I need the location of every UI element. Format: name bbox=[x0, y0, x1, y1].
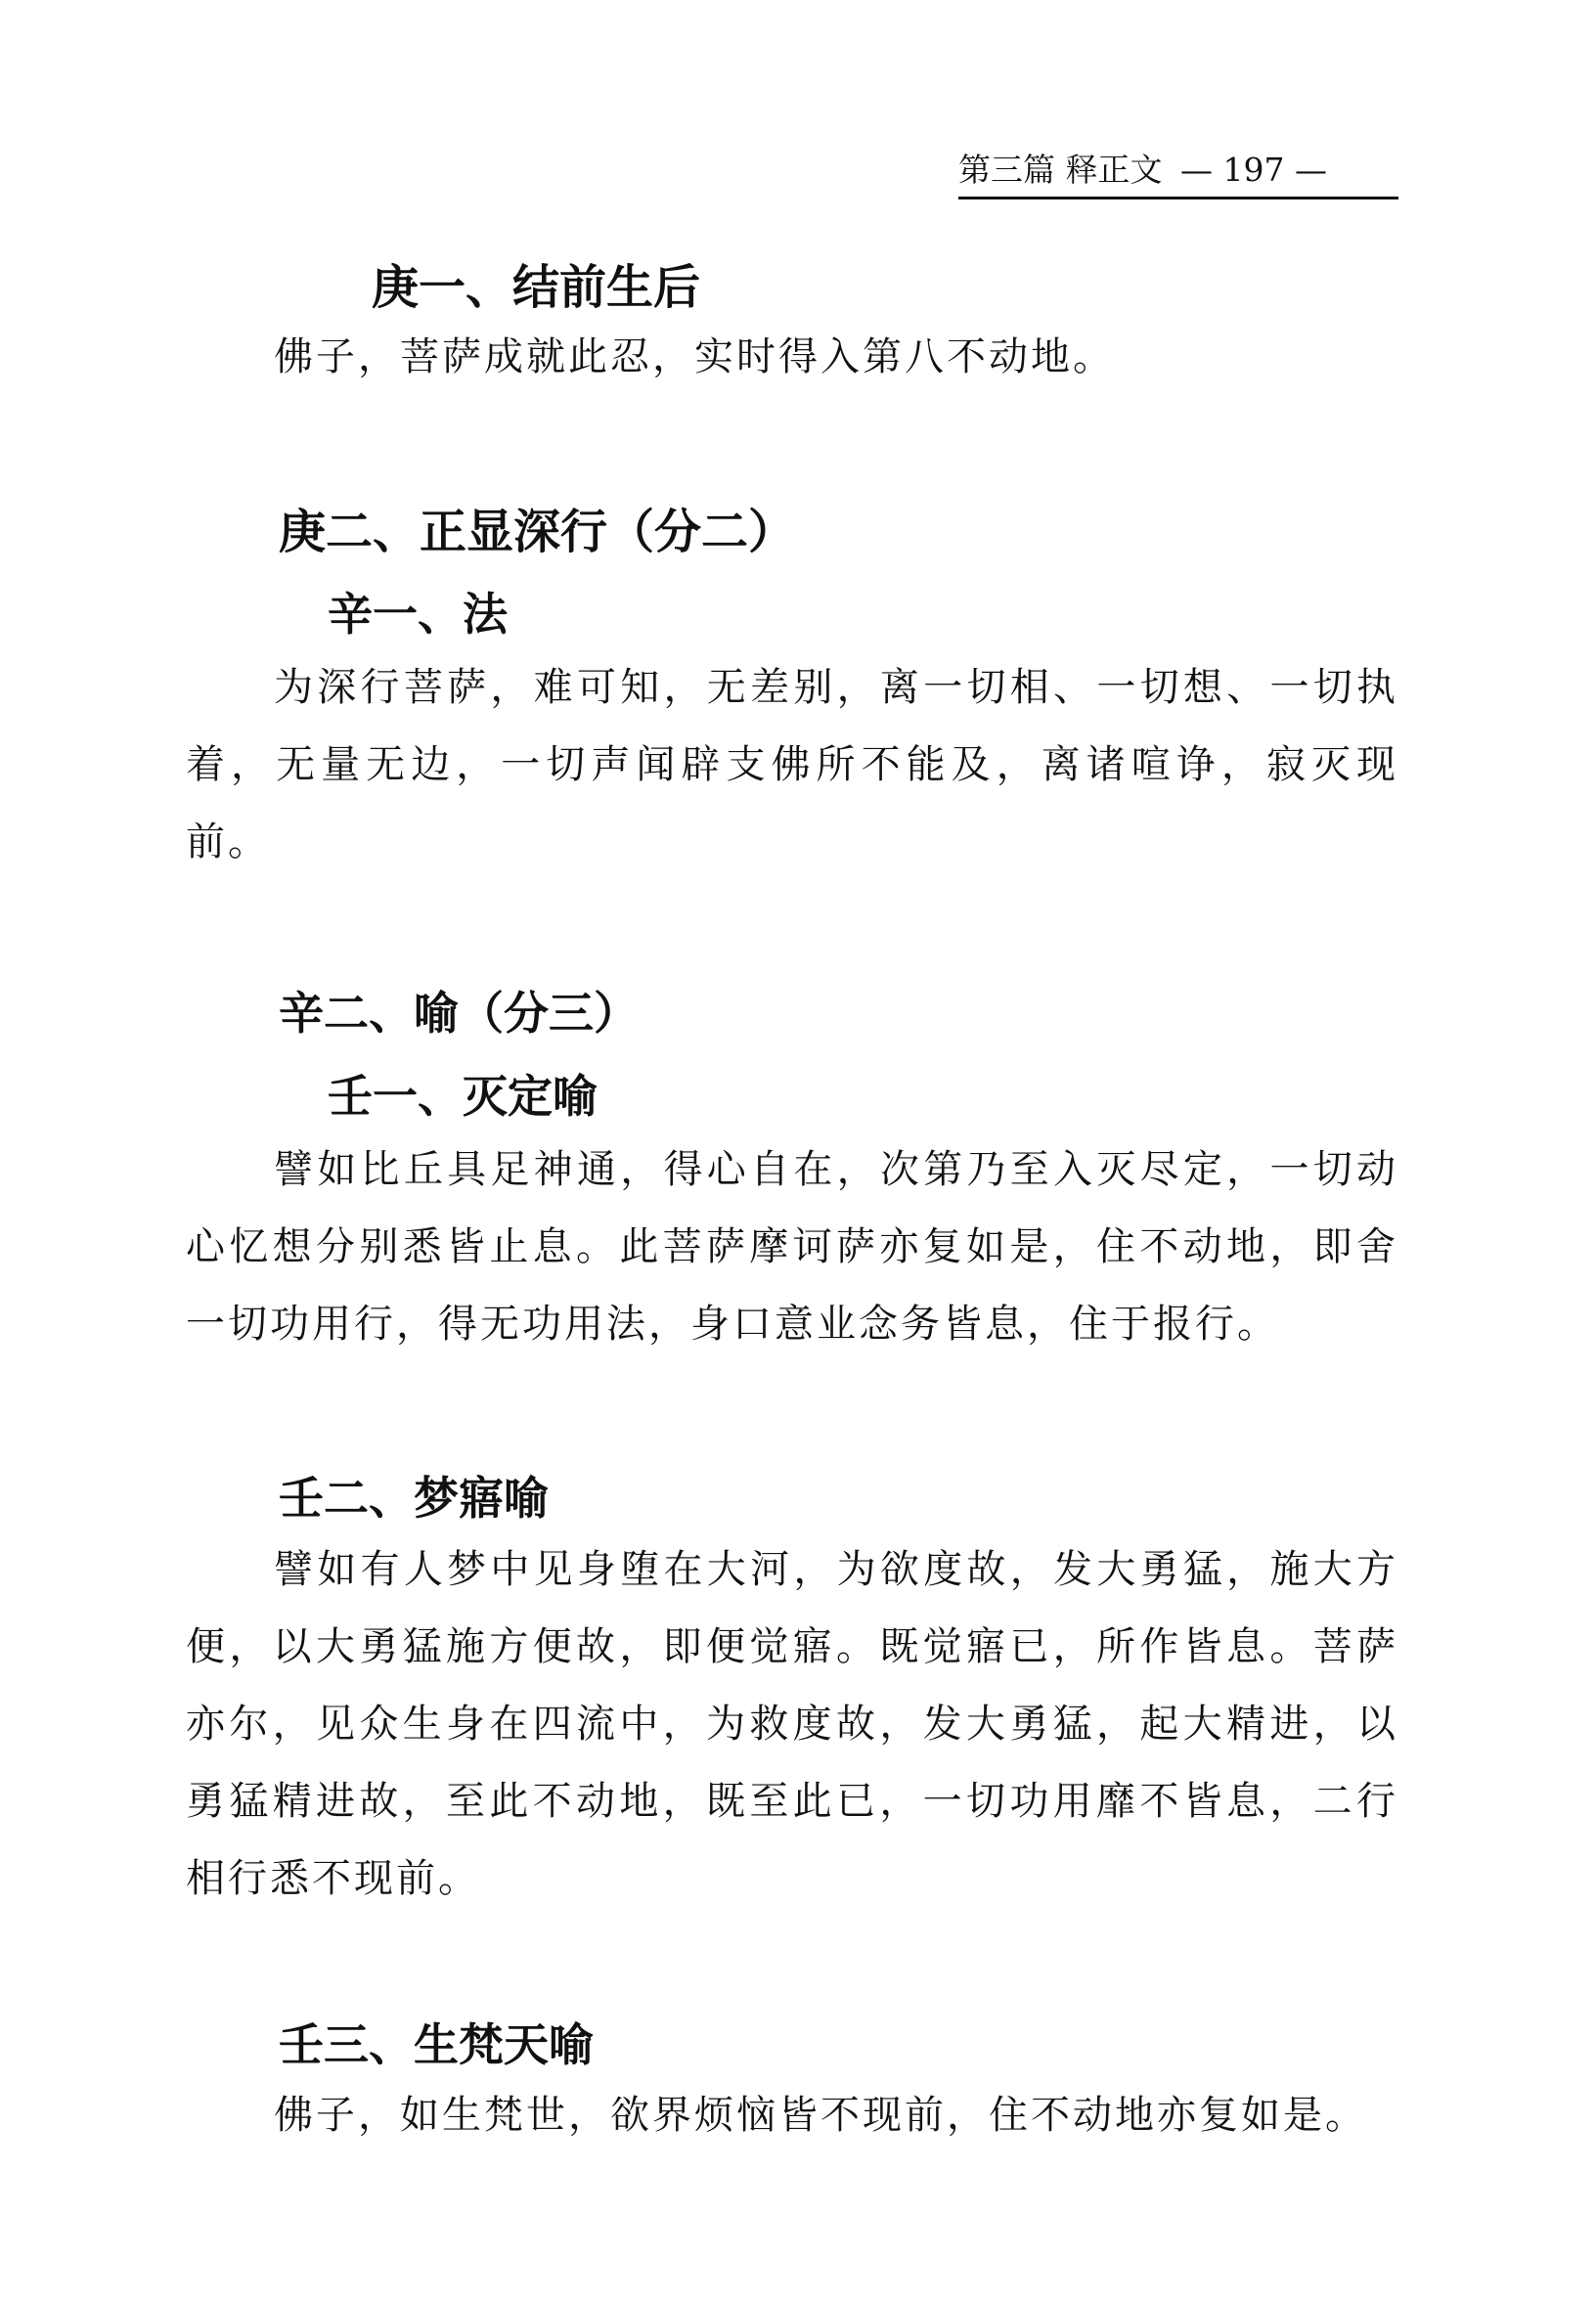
page-number: — 197 — bbox=[1180, 151, 1327, 189]
heading-ren-1: 壬一、灭定喻 bbox=[328, 1070, 598, 1123]
section-label: 释正文 bbox=[1065, 151, 1163, 189]
running-header bbox=[958, 145, 1398, 199]
paragraph-2: 为深行菩萨，难可知，无差别，离一切相、一切想、一切执着，无量无边，一切声闻辟支佛所不能及，离诸喧诤，寂灭现前。 bbox=[186, 665, 1398, 864]
heading-geng-1: 庚一、结前生后 bbox=[372, 260, 701, 315]
heading-geng-2: 庚二、正显深行（分二） bbox=[279, 505, 796, 559]
heading-xin-2: 辛二、喻（分三） bbox=[279, 987, 639, 1040]
paragraph-4: 譬如有人梦中见身堕在大河，为欲度故，发大勇猛，施大方便，以大勇猛施方便故，即便觉寤。既觉寤已，所作皆息。菩萨亦尔，见众生身在四流中，为救度故，发大勇猛，起大精进，以勇猛精进故，至此不动地，既至此已，一切功用靡不皆息，二行相行悉不现前。 bbox=[186, 1547, 1398, 1901]
paragraph-5: 佛子，如生梵世，欲界烦恼皆不现前，住不动地亦复如是。 bbox=[274, 2093, 1367, 2138]
heading-ren-2: 壬二、梦寤喻 bbox=[279, 1472, 549, 1525]
heading-ren-3: 壬三、生梵天喻 bbox=[279, 2018, 594, 2071]
heading-xin-1: 辛一、法 bbox=[328, 588, 508, 641]
chapter-label: 第三篇 bbox=[958, 151, 1055, 189]
paragraph-3: 譬如比丘具足神通，得心自在，次第乃至入灭尽定，一切动心忆想分别悉皆止息。此菩萨摩诃萨亦复如是，住不动地，即舍一切功用行，得无功用法，身口意业念务皆息，住于报行。 bbox=[186, 1147, 1398, 1347]
paragraph-1: 佛子，菩萨成就此忍，实时得入第八不动地。 bbox=[274, 334, 1115, 379]
